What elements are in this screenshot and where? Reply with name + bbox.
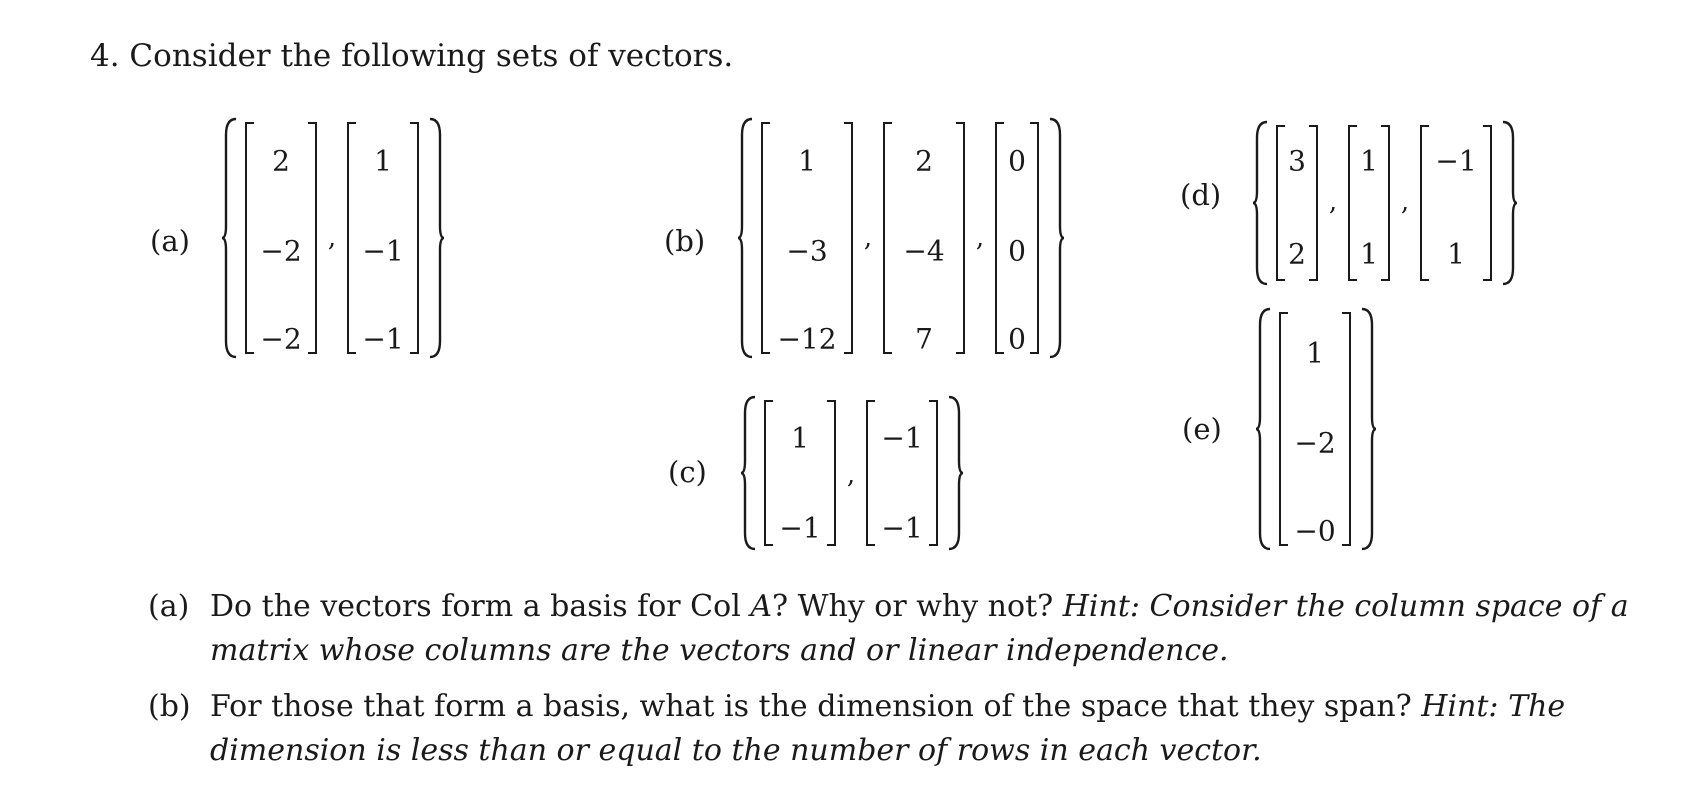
brace-open [1256,309,1270,549]
vector-entry: 3 [1288,144,1306,178]
vector-entry: 2 [915,144,933,178]
bracket-right [410,123,418,353]
brace-close [949,397,963,549]
comma: , [1328,187,1338,217]
brace-open [738,119,752,357]
comma: , [975,223,985,253]
set-a-label: (a) [150,224,190,258]
bracket-right [1381,126,1389,280]
vector-set-b [730,113,1100,363]
bracket-right [1483,126,1491,280]
vector-entry: 0 [1008,144,1026,178]
question-a-text: Do the vectors form a basis for Col [210,589,751,624]
vector-set-c [733,393,993,553]
set-b-label: (b) [664,224,706,258]
vector-entry: −2 [260,234,302,268]
question-a-hint-1: Hint: Consider the column space of a [1062,589,1629,624]
bracket-left [348,123,356,353]
vector-entry: −1 [881,511,923,545]
vector-entry: −2 [1294,426,1336,460]
set-d-label: (d) [1180,178,1222,212]
vector-set-e [1248,305,1408,555]
comma: , [846,460,856,490]
brace-open [222,119,236,357]
set-c-label: (c) [668,455,707,489]
bracket-left [1280,313,1288,545]
question-b-text: For those that form a basis, what is the dimension of the space that they span? [210,689,1422,724]
bracket-right [1309,126,1317,280]
vector-entry: 1 [1447,237,1465,271]
brace-open [741,397,755,549]
bracket-left [246,123,254,353]
question-a-label: (a) [148,589,190,624]
question-b-label: (b) [148,689,191,724]
brace-close [430,119,444,357]
vector-entry: 1 [798,144,816,178]
comma: , [863,223,873,253]
bracket-right [956,123,964,353]
vector-entry: −1 [779,511,821,545]
bracket-left [1277,126,1285,280]
vector-entry: 2 [1288,237,1306,271]
vector-entry: 7 [915,322,933,356]
question-a-hint-2: matrix whose columns are the vectors and or linear independence. [210,633,1229,668]
vector-entry: 2 [272,144,290,178]
vector-set-d [1245,118,1565,288]
bracket-left [762,123,770,353]
vector-entry: −1 [362,322,404,356]
bracket-left [884,123,892,353]
vector-entry: −2 [260,322,302,356]
vector-entry: 1 [374,144,392,178]
question-b-hint-1: Hint: The [1421,689,1566,724]
bracket-right [827,401,835,545]
set-e-label: (e) [1182,412,1222,446]
vector-entry: −1 [881,421,923,455]
bracket-right [929,401,937,545]
bracket-left [765,401,773,545]
bracket-left [867,401,875,545]
vector-entry: 1 [1360,144,1378,178]
question-b [148,685,1668,775]
bracket-left [1349,126,1357,280]
vector-entry: −12 [777,322,837,356]
problem-heading: 4. Consider the following sets of vectors. [90,38,734,74]
bracket-right [1342,313,1350,545]
vector-set-a [214,113,454,363]
question-b-hint-2: dimension is less than or equal to the number of rows in each vector. [210,733,1262,768]
bracket-left [996,123,1004,353]
brace-close [1503,122,1517,284]
question-a-variable: A [750,589,772,624]
comma: , [1400,187,1410,217]
vector-entry: 1 [1306,336,1324,370]
bracket-left [1421,126,1429,280]
vector-entry: −1 [362,234,404,268]
question-a [148,585,1668,675]
vector-entry: −1 [1435,144,1477,178]
bracket-right [844,123,852,353]
vector-entry: −3 [786,234,828,268]
bracket-right [1030,123,1038,353]
question-a-text-2: ? Why or why not? [772,589,1063,624]
vector-entry: −4 [903,234,945,268]
vector-entry: 0 [1008,234,1026,268]
comma: , [327,223,337,253]
vector-entry: 0 [1008,322,1026,356]
vector-entry: −0 [1294,514,1336,548]
bracket-right [308,123,316,353]
brace-open [1253,122,1267,284]
vector-entry: 1 [791,421,809,455]
brace-close [1362,309,1376,549]
vector-entry: 1 [1360,237,1378,271]
brace-close [1050,119,1064,357]
